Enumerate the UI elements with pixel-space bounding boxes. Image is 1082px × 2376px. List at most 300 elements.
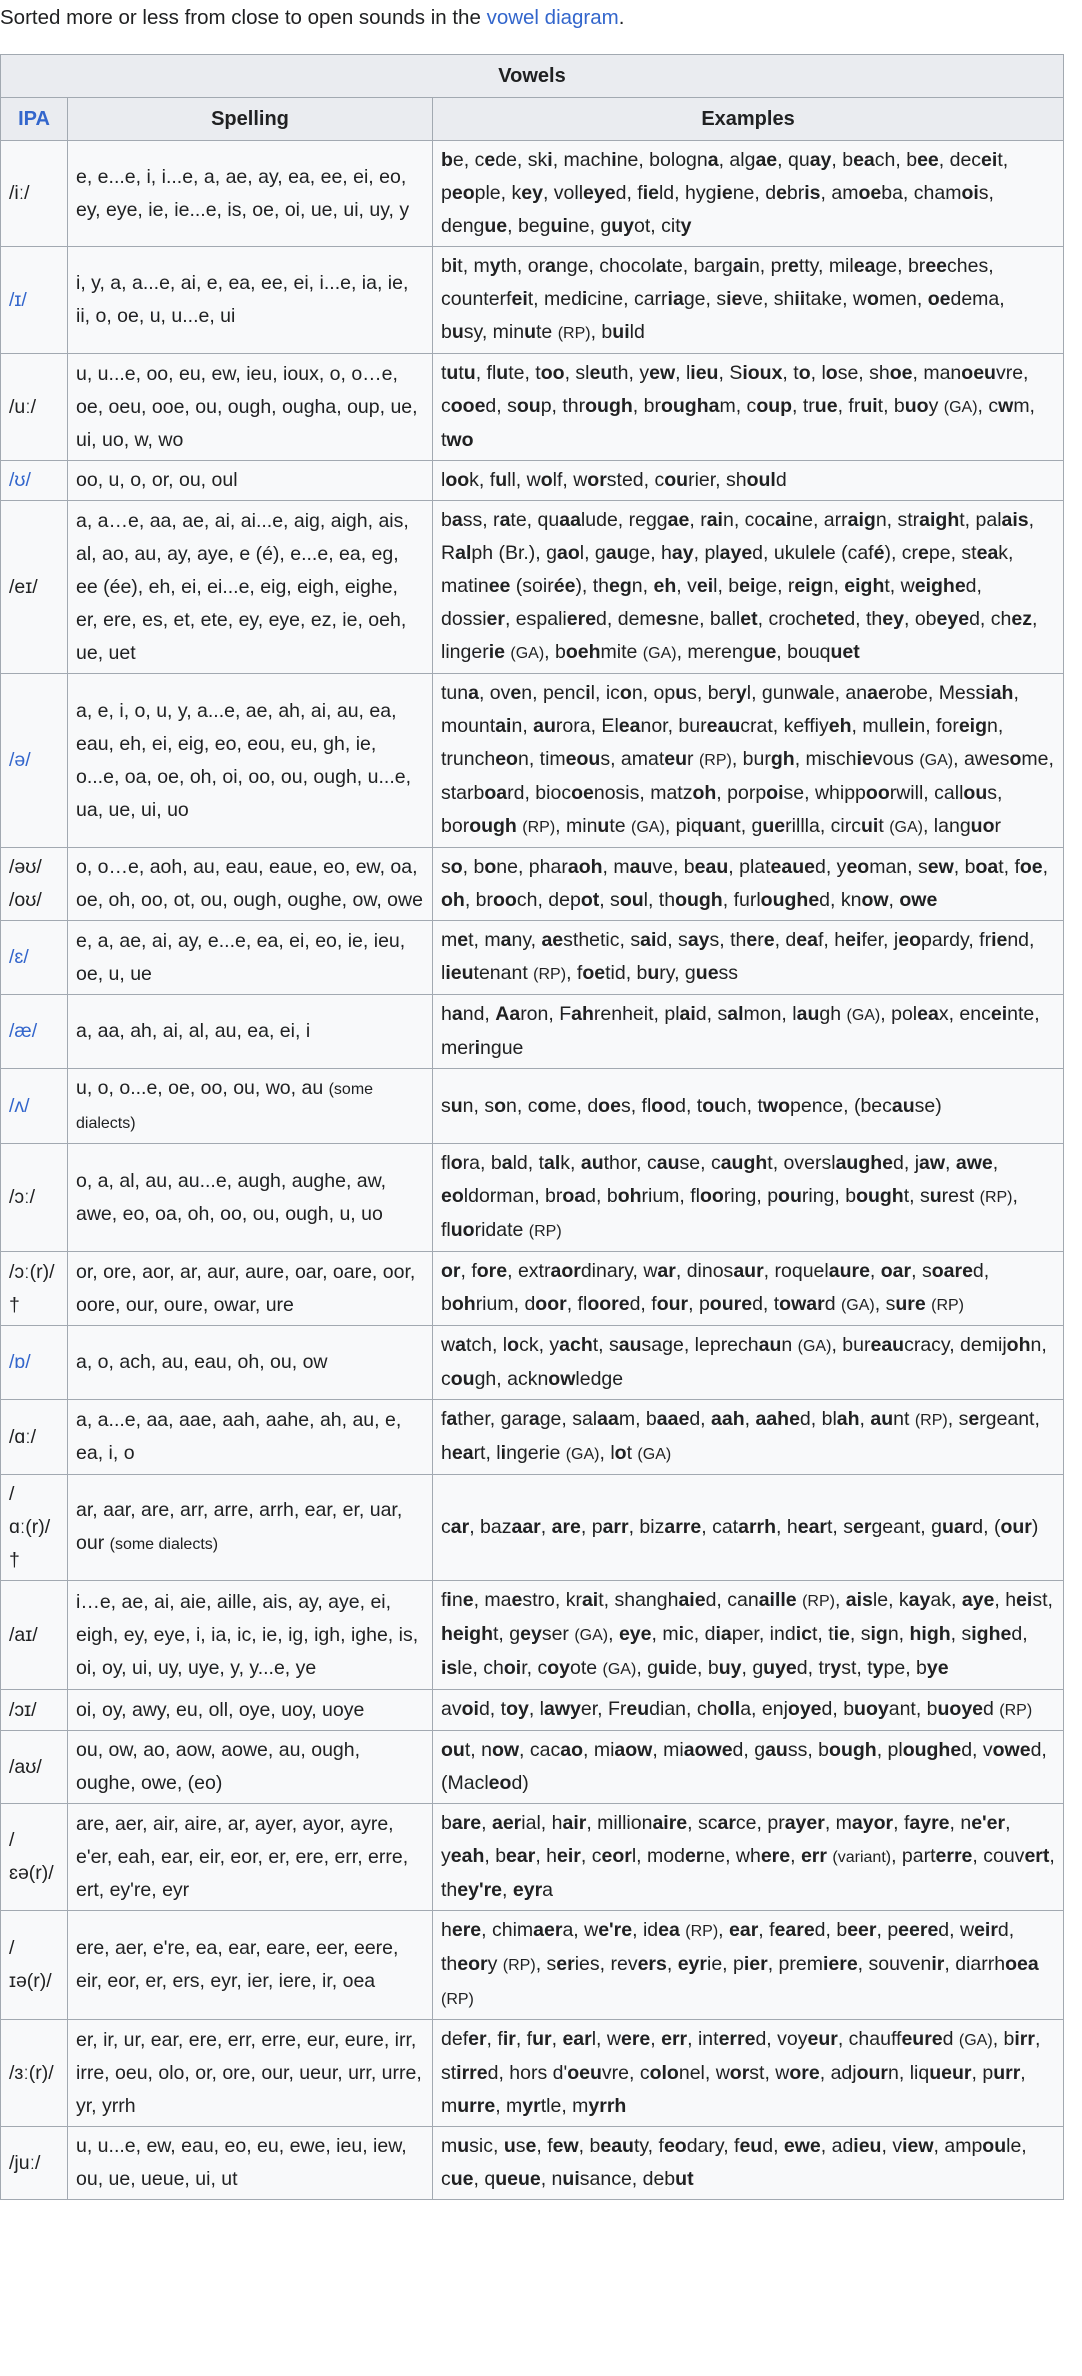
highlighted-letters: eor <box>601 1845 632 1867</box>
example-text: t, t <box>811 1623 834 1645</box>
example-text: , h <box>776 1516 798 1538</box>
example-text: s, deng <box>441 182 994 237</box>
highlighted-letters: e <box>525 2135 537 2157</box>
examples-cell <box>433 848 1064 921</box>
example-text: t, m <box>468 929 501 951</box>
highlighted-letters: high <box>909 1623 951 1645</box>
example-text: tch, l <box>465 1334 508 1356</box>
example-text: t, g <box>493 1623 521 1645</box>
example-text: mon, l <box>743 1003 797 1025</box>
example-text: ny, <box>511 929 542 951</box>
example-text: , s <box>950 1623 972 1645</box>
highlighted-letters: yrrh <box>588 2095 627 2117</box>
highlighted-letters: aye <box>719 542 753 564</box>
example-text: , c <box>580 1845 602 1867</box>
ipa-symbol-link[interactable]: /ʌ/ <box>1 1069 68 1144</box>
highlighted-letters: aah <box>711 1408 745 1430</box>
highlighted-letters: oa <box>562 1185 586 1207</box>
example-text: , part <box>891 1845 936 1867</box>
highlighted-letters: aie <box>678 1589 706 1611</box>
example-text: r <box>757 929 764 951</box>
highlighted-letters: e <box>809 542 821 564</box>
example-text: , p <box>971 2062 994 2084</box>
highlighted-letters: ou <box>702 1094 727 1117</box>
example-text: , couv <box>972 1845 1025 1867</box>
example-text: robe, Mess <box>888 682 986 704</box>
dialect-note: (some dialects) <box>76 1081 374 1132</box>
dialect-note: (RP) <box>533 966 567 983</box>
example-text: n, <box>822 575 845 597</box>
example-text: n <box>451 1589 463 1611</box>
examples-cell <box>433 2020 1064 2127</box>
dialect-note: (RP) <box>528 1223 562 1240</box>
highlighted-letters: aahe <box>755 1408 800 1430</box>
highlighted-letters: ou <box>619 889 644 911</box>
example-text: , m <box>824 1812 852 1834</box>
highlighted-letters: awe <box>955 1152 993 1174</box>
intro-paragraph <box>0 0 1082 54</box>
example-text: t, p <box>441 149 1009 204</box>
example-text: , s <box>599 889 620 911</box>
highlighted-letters: ais <box>845 1589 873 1611</box>
example-text: , c <box>977 395 999 417</box>
highlighted-letters: ue <box>450 2168 474 2190</box>
highlighted-letters: uoye <box>937 1698 984 1720</box>
example-text: ss <box>718 962 739 984</box>
highlighted-letters: eu <box>626 1698 650 1720</box>
example-text: d, can <box>705 1589 759 1611</box>
example-text: br <box>786 182 805 204</box>
highlighted-letters: ei <box>511 288 528 310</box>
example-text: , ad <box>820 2135 854 2157</box>
vowels-table <box>0 54 1064 2200</box>
dialect-note: (RP) <box>522 819 556 836</box>
highlighted-letters: ieu <box>445 962 474 984</box>
ipa-symbol: /uː/ <box>1 354 68 461</box>
highlighted-letters: i <box>451 255 458 277</box>
dialect-note: (GA) <box>574 1627 609 1644</box>
example-text: l, ic <box>590 682 620 704</box>
highlighted-letters: oare <box>931 1260 973 1282</box>
highlighted-letters: eah <box>450 1845 485 1867</box>
highlighted-letters: ei <box>739 575 756 597</box>
highlighted-letters: oe <box>927 288 951 310</box>
examples-cell <box>433 1069 1064 1144</box>
example-text: , ma <box>473 1589 512 1611</box>
highlighted-letters: owar <box>779 1293 825 1315</box>
highlighted-letters: a <box>500 929 512 951</box>
example-text: , mount <box>441 682 1019 737</box>
ipa-symbol: / ɑː(r)/ † <box>1 1475 68 1581</box>
highlighted-letters: ai <box>640 929 657 951</box>
example-text: , p <box>580 1516 603 1538</box>
highlighted-letters: aar <box>511 1516 541 1538</box>
example-text: sage, leprech <box>641 1334 759 1356</box>
example-text: ote <box>570 1657 603 1679</box>
highlighted-letters: oure <box>709 1293 753 1315</box>
highlighted-letters: oar <box>880 1260 912 1282</box>
highlighted-letters: ooe <box>450 395 486 417</box>
highlighted-letters: u <box>451 321 464 343</box>
example-text: , b <box>831 149 854 171</box>
spelling-column-header: Spelling <box>68 98 433 141</box>
table-row <box>1 461 1064 501</box>
highlighted-letters: er <box>556 1953 575 1975</box>
example-text: ie, p <box>706 1953 744 1975</box>
highlighted-letters: uy <box>718 1657 742 1679</box>
example-text: pe, st <box>928 542 977 564</box>
ipa-symbol-link[interactable]: /æ/ <box>1 995 68 1069</box>
example-text: ch, b <box>874 149 918 171</box>
highlighted-letters: eg <box>609 575 632 597</box>
example-text: nel, w <box>678 2062 730 2084</box>
highlighted-letters: ough <box>585 395 633 417</box>
example-text: d, s <box>695 1003 728 1025</box>
example-text: ge, r <box>755 575 795 597</box>
highlighted-letters: ai <box>706 509 723 531</box>
highlighted-letters: ere <box>760 1845 791 1867</box>
highlighted-letters: ee <box>488 575 511 597</box>
highlighted-letters: aughe <box>835 1152 894 1174</box>
highlighted-letters: ea <box>917 1003 939 1025</box>
example-text: d, s <box>485 395 517 417</box>
examples-cell <box>433 247 1064 354</box>
spelling-cell <box>68 1326 433 1400</box>
spelling-cell <box>68 1690 433 1731</box>
example-text: ld <box>629 321 645 343</box>
example-text: , id <box>632 1919 659 1941</box>
highlighted-letters: ert <box>1024 1845 1050 1867</box>
example-text: , <box>650 2028 662 2050</box>
example-text: n, pr <box>748 255 788 277</box>
highlighted-letters: oea <box>1005 1953 1039 1975</box>
table-row <box>1 995 1064 1069</box>
example-text: , adj <box>819 2062 857 2084</box>
highlighted-letters: eare <box>774 1919 815 1941</box>
example-text: k, <box>560 1152 581 1174</box>
spelling-cell <box>68 1144 433 1252</box>
example-text: ck, y <box>519 1334 560 1356</box>
example-text: n, tim <box>517 748 566 770</box>
example-text: f <box>441 1408 447 1430</box>
highlighted-letters: a <box>499 509 511 531</box>
highlighted-letters: o <box>825 362 838 384</box>
highlighted-letters: aur <box>733 1260 764 1282</box>
example-text: ot, cit <box>634 215 681 237</box>
highlighted-letters: oo <box>493 889 517 911</box>
example-text: stro, kr <box>522 1589 582 1611</box>
examples-cell <box>433 2127 1064 2200</box>
example-text: , g <box>636 1657 658 1679</box>
example-text: d, b <box>585 1185 618 1207</box>
highlighted-letters: eu <box>589 362 613 384</box>
example-text: , f <box>893 1812 910 1834</box>
dialect-note: (GA) <box>631 819 665 836</box>
example-text: s <box>441 1094 451 1117</box>
example-text: dary, f <box>686 2135 740 2157</box>
highlighted-letters: eur <box>807 2028 838 2050</box>
example-text: rest <box>941 1185 980 1207</box>
example-text: se, sh <box>837 362 890 384</box>
example-text: , l <box>675 362 691 384</box>
example-text: f <box>441 1589 447 1611</box>
example-text: or, ore, aor, ar, aur, aure, oar, oare, oor, oore, our, oure, owar, ure <box>76 1260 416 1316</box>
example-text: t, s <box>827 1516 854 1538</box>
examples-cell <box>433 354 1064 461</box>
highlighted-letters: a <box>808 682 820 704</box>
example-text: , awes <box>953 748 1010 770</box>
example-text: rora, El <box>555 715 619 737</box>
highlighted-letters: eor <box>457 1953 488 1975</box>
highlighted-letters: ue <box>753 641 777 663</box>
highlighted-letters: oh <box>692 782 717 804</box>
highlighted-letters: ey <box>520 1623 542 1645</box>
example-text: se, whipp <box>783 782 866 804</box>
example-text: m, t <box>441 395 1035 451</box>
example-text: x, enc <box>938 1003 991 1025</box>
highlighted-letters: ez <box>1011 608 1032 630</box>
example-text: u, u...e, oo, eu, ew, ieu, ioux, o, o…e, oe, oeu, ooe, ou, ough, ougha, oup, ue, ui, uo, w, wo <box>76 362 418 451</box>
highlighted-letters: e <box>776 182 787 204</box>
ipa-symbol-link[interactable]: /ɛ/ <box>1 921 68 995</box>
highlighted-letters: uo <box>970 815 995 837</box>
highlighted-letters: a <box>446 1408 458 1430</box>
ipa-symbol-link[interactable]: /ə/ <box>1 674 68 848</box>
example-text: , br <box>632 395 661 417</box>
example-text: n, penc <box>521 682 586 704</box>
highlighted-letters: eure <box>901 2028 943 2050</box>
example-text: t, pal <box>959 509 1002 531</box>
highlighted-letters: ay <box>671 542 694 564</box>
highlighted-letters: u <box>450 1094 463 1117</box>
highlighted-letters: ée <box>553 575 576 597</box>
example-text: , s <box>911 1260 932 1282</box>
example-text: me, starb <box>441 748 1054 804</box>
example-text: ar, aar, are, arr, arre, arrh, ear, er, uar, our <box>76 1499 403 1554</box>
highlighted-letters: augh <box>720 1152 768 1174</box>
example-text: ledge <box>575 1368 624 1390</box>
example-text: , cat <box>701 1516 739 1538</box>
highlighted-letters: oe <box>582 962 606 984</box>
highlighted-letters: au <box>870 1408 894 1430</box>
example-text: t <box>458 362 464 384</box>
example-text: m, c <box>719 395 757 417</box>
highlighted-letters: w <box>998 395 1014 417</box>
highlighted-letters: eigh <box>844 575 885 597</box>
highlighted-letters: eo <box>488 1772 512 1794</box>
highlighted-letters: ayre <box>909 1812 950 1834</box>
highlighted-letters: au <box>758 1334 782 1356</box>
highlighted-letters: ui <box>562 2168 580 2190</box>
highlighted-letters: a <box>707 149 719 171</box>
highlighted-letters: ie <box>642 182 659 204</box>
example-text: ne, phar <box>496 856 568 878</box>
examples-column-header: Examples <box>433 98 1064 141</box>
examples-cell <box>433 1911 1064 2020</box>
example-text: ne, wh <box>703 1845 761 1867</box>
table-row <box>1 1581 1064 1690</box>
highlighted-letters: ou <box>516 395 541 417</box>
example-text: , amp <box>933 2135 983 2157</box>
examples-cell <box>433 1581 1064 1690</box>
dialect-note: (RP) <box>685 1923 719 1940</box>
example-text: , <box>859 1408 871 1430</box>
highlighted-letters: eaue <box>770 856 815 878</box>
table-row <box>1 247 1064 354</box>
highlighted-letters: o <box>614 1442 627 1464</box>
highlighted-letters: ou <box>664 469 689 491</box>
highlighted-letters: au <box>605 542 629 564</box>
example-text: t <box>878 815 890 837</box>
dialect-note: (GA) <box>602 1661 637 1678</box>
highlighted-letters: ueue <box>495 2168 541 2190</box>
example-text: , am <box>820 182 859 204</box>
ipa-symbol-link[interactable]: /ʊ/ <box>1 461 68 501</box>
example-text: , br <box>464 889 494 911</box>
ipa-symbol: /ɔɪ/ <box>1 1690 68 1731</box>
example-text: , bur <box>731 748 771 770</box>
example-text: ring, p <box>723 1185 779 1207</box>
highlighted-letters: ear <box>506 1845 536 1867</box>
example-text: , qu <box>777 149 810 171</box>
spelling-cell <box>68 674 433 848</box>
highlighted-letters: ie <box>488 641 505 663</box>
highlighted-letters: ear <box>797 1516 827 1538</box>
highlighted-letters: oh <box>1006 1334 1031 1356</box>
example-text: , h <box>535 1845 558 1867</box>
highlighted-letters: eh <box>653 575 677 597</box>
examples-cell <box>433 1690 1064 1731</box>
ipa-symbol-link[interactable]: /ɒ/ <box>1 1326 68 1400</box>
vowel-diagram-link[interactable]: vowel diagram <box>486 6 619 29</box>
ipa-column-header[interactable]: IPA <box>1 98 68 141</box>
example-text: rd, bioc <box>507 782 572 804</box>
highlighted-letters: air <box>562 1812 587 1834</box>
highlighted-letters: i <box>581 288 588 310</box>
example-text: le, an <box>819 682 868 704</box>
dialect-note: (variant) <box>832 1849 892 1866</box>
highlighted-letters: oi <box>961 182 979 204</box>
example-text: , b <box>544 641 566 663</box>
highlighted-letters: or <box>441 1260 461 1282</box>
example-text: ge, sal <box>539 1408 598 1430</box>
highlighted-letters: ey're <box>457 1879 503 1901</box>
example-text: , dinos <box>675 1260 734 1282</box>
example-text: e <box>452 149 464 171</box>
highlighted-letters: ei <box>981 149 998 171</box>
example-text: , m <box>495 2095 523 2117</box>
spelling-cell <box>68 461 433 501</box>
highlighted-letters: or <box>587 469 607 491</box>
example-text: fer, j <box>861 929 899 951</box>
ipa-symbol-link[interactable]: /ɪ/ <box>1 247 68 354</box>
example-text: nge, chocol <box>555 255 656 277</box>
example-text: , int <box>687 2028 719 2050</box>
example-text: , f <box>486 2028 503 2050</box>
example-text: a, enj <box>740 1698 788 1720</box>
highlighted-letters: ueur <box>929 2062 972 2084</box>
example-text: pe, b <box>883 1657 927 1679</box>
example-text: , mi <box>652 1739 684 1761</box>
highlighted-letters: or <box>729 2062 750 2084</box>
ipa-symbol: /əʊ/ /oʊ/ <box>1 848 68 921</box>
example-text: d, (Macl <box>441 1739 1047 1794</box>
table-row <box>1 1804 1064 1911</box>
highlighted-letters: ou <box>450 1368 475 1390</box>
example-text: l, th <box>643 889 676 911</box>
example-text: rt, l <box>473 1442 501 1464</box>
example-text: t, s <box>592 1334 619 1356</box>
highlighted-letters: eyr <box>512 1879 543 1901</box>
highlighted-letters: eau <box>694 856 729 878</box>
table-row <box>1 1326 1064 1400</box>
highlighted-letters: ue <box>695 962 719 984</box>
example-text: , b <box>484 1845 507 1867</box>
highlighted-letters: o <box>450 1152 463 1174</box>
highlighted-letters: oughe <box>760 889 820 911</box>
example-text: nt, g <box>724 815 763 837</box>
examples-cell <box>433 1731 1064 1804</box>
example-text: a, w <box>562 1919 599 1941</box>
example-text: oo, u, o, or, ou, oul <box>76 469 238 491</box>
example-text: th, y <box>612 362 650 384</box>
example-text: t, w <box>884 575 915 597</box>
highlighted-letters: i <box>585 682 591 704</box>
highlighted-letters: ew <box>649 362 676 384</box>
highlighted-letters: au <box>580 1152 604 1174</box>
example-text: ne, g <box>567 215 612 237</box>
spelling-cell <box>68 1911 433 2020</box>
example-text: d, f <box>615 182 643 204</box>
highlighted-letters: aw <box>919 1152 946 1174</box>
example-text: , S <box>718 362 743 384</box>
example-text: d <box>824 1293 841 1315</box>
highlighted-letters: e <box>484 149 496 171</box>
table-row <box>1 2020 1064 2127</box>
example-text: d, y <box>815 856 847 878</box>
highlighted-letters: ue <box>814 395 838 417</box>
example-text: k, matin <box>441 542 1014 597</box>
highlighted-letters: irre <box>456 2062 488 2084</box>
highlighted-letters: eir <box>557 1845 581 1867</box>
example-text: t, b <box>877 395 905 417</box>
example-text: d <box>983 1698 1000 1720</box>
example-text: er, Fr <box>580 1698 627 1720</box>
example-text: (soir <box>510 575 554 597</box>
example-text: b <box>441 1812 452 1834</box>
example-text: d, voy <box>755 2028 808 2050</box>
examples-cell <box>433 1252 1064 1326</box>
table-row <box>1 674 1064 848</box>
example-text: d, dem <box>596 608 656 630</box>
highlighted-letters: ui <box>550 215 568 237</box>
highlighted-letters: eu <box>739 2135 763 2157</box>
table-row <box>1 921 1064 995</box>
ipa-symbol: /aɪ/ <box>1 1581 68 1690</box>
example-text: de, sk <box>495 149 548 171</box>
example-text: , st <box>441 2028 1041 2084</box>
example-text: sted, c <box>606 469 665 491</box>
highlighted-letters: e <box>968 1408 980 1430</box>
example-text: i, y, a, a...e, ai, e, ea, ee, ei, i...e, ia, ie, ii, o, oe, u, u...e, ui <box>76 272 409 327</box>
example-text: n, <box>887 1623 910 1645</box>
example-text: sy, min <box>463 321 525 343</box>
highlighted-letters: ers <box>637 1953 667 1975</box>
example-text: r, c <box>521 1657 548 1679</box>
highlighted-letters: irr <box>1014 2028 1035 2050</box>
highlighted-letters: ee <box>917 149 939 171</box>
example-text: d, th <box>441 1919 1015 1975</box>
